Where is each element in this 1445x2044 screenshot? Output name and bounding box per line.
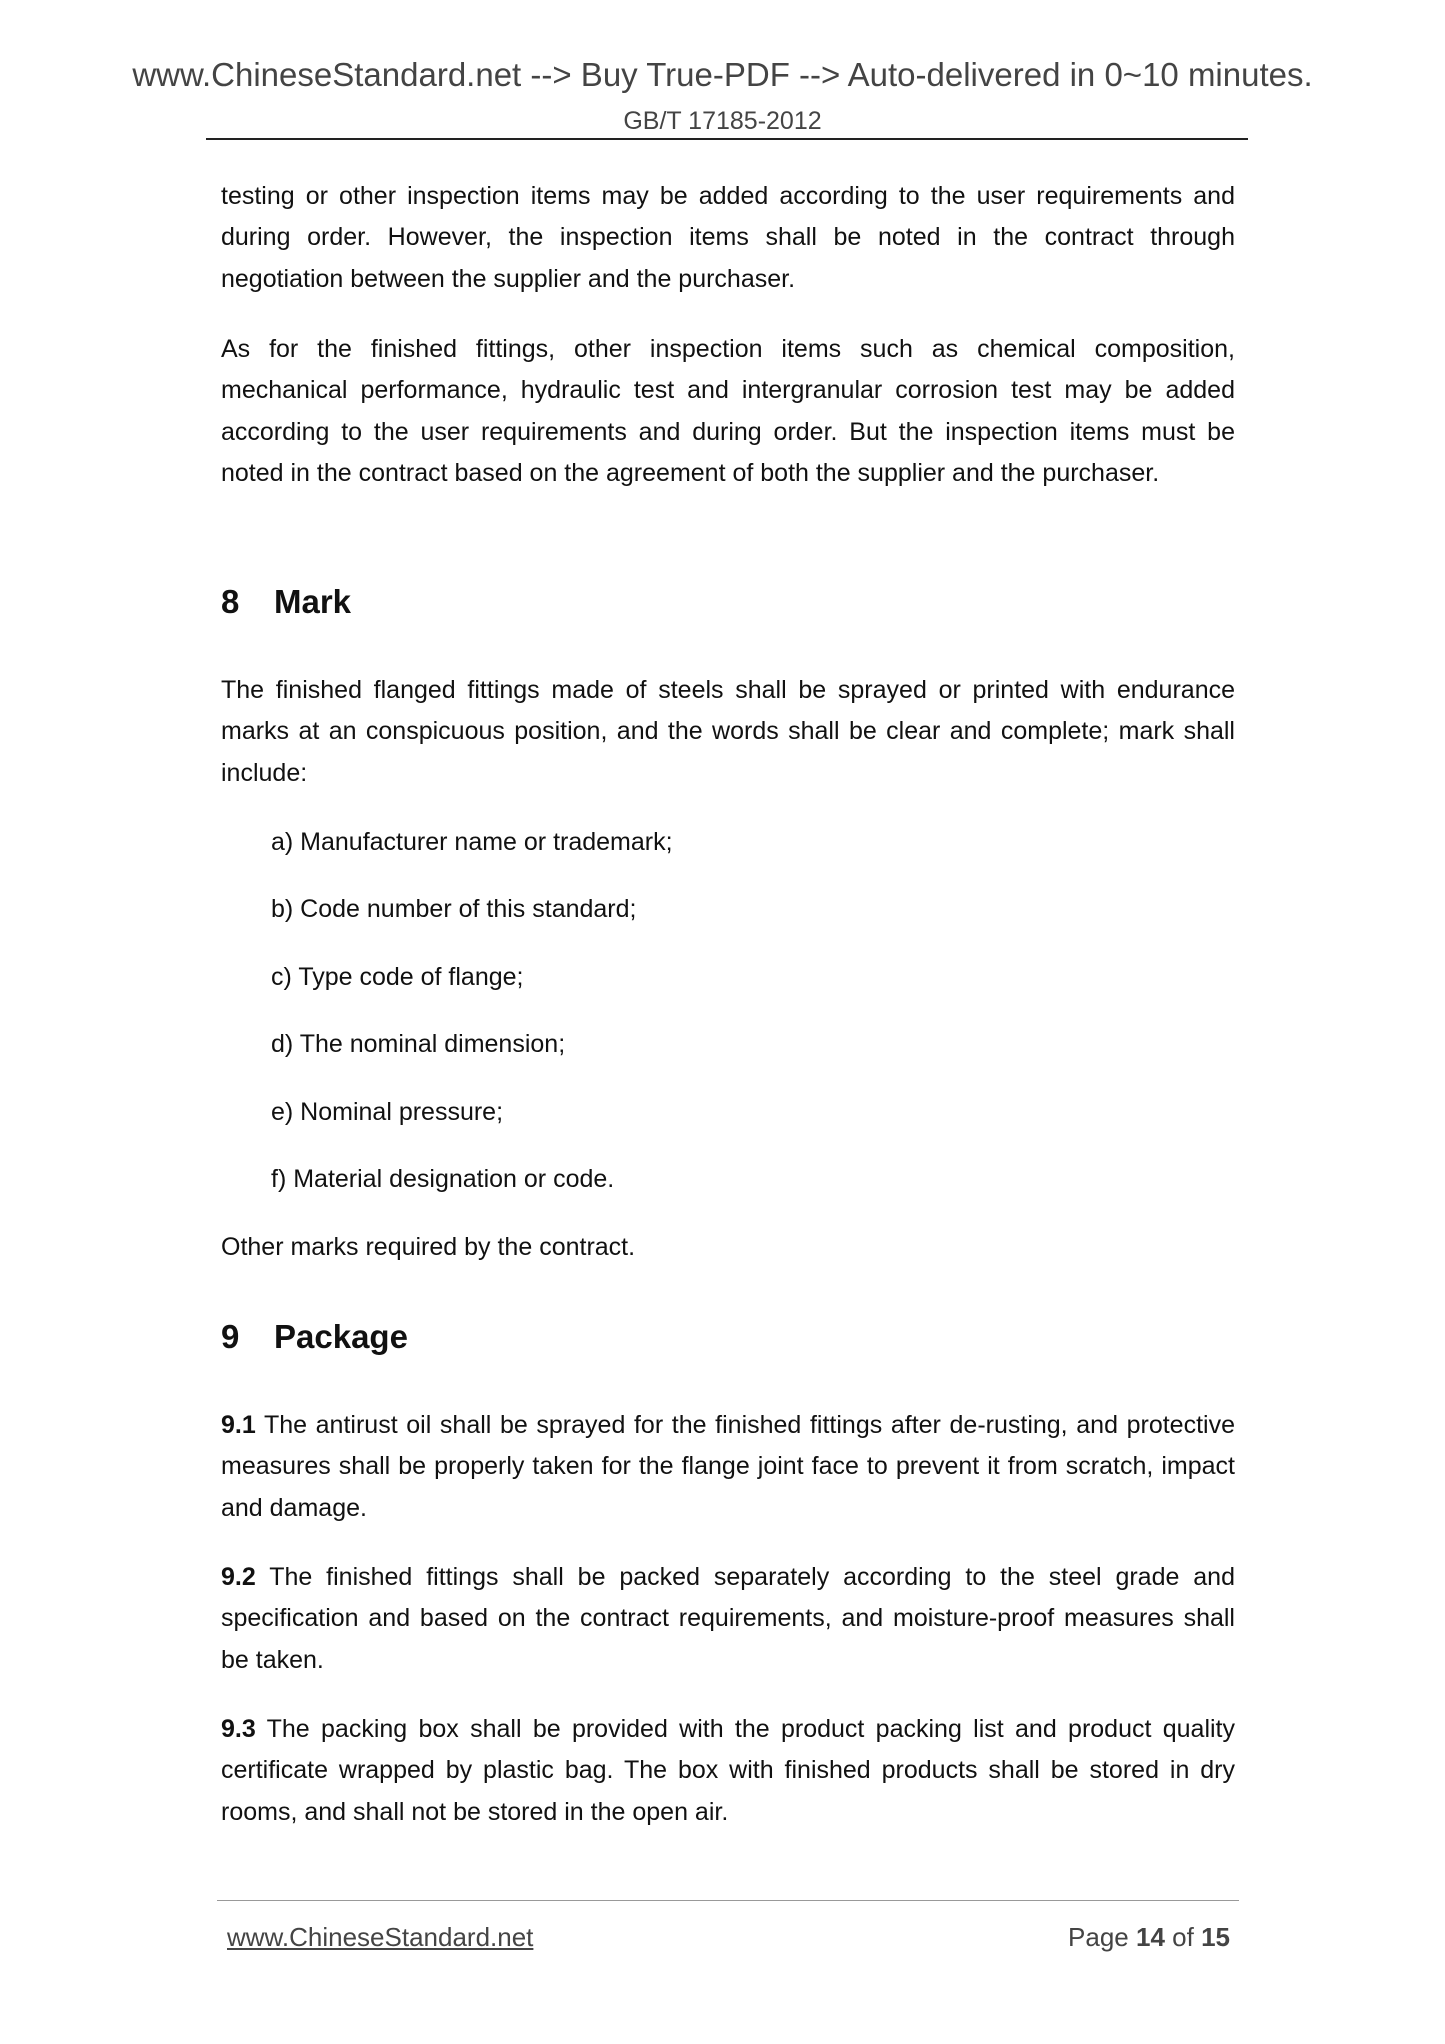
section-number: 9	[221, 1318, 240, 1355]
section-heading-8	[221, 583, 351, 621]
list-item: a) Manufacturer name or trademark;	[271, 828, 673, 856]
section-number: 8	[221, 583, 240, 620]
clause-number: 9.1	[221, 1411, 256, 1439]
paragraph: testing or other inspection items may be added according to the user requirements and during order. However, the inspection items shall be noted in the contract through negotiation between the supplier and the purchaser.	[221, 182, 1235, 293]
clause-text: The antirust oil shall be sprayed for the finished fittings after de-rusting, and protective measures shall be properly taken for the flange joint face to prevent it from scratch, impact and damage.	[221, 1411, 1235, 1522]
clause-text: The finished fittings shall be packed separately according to the steel grade and specification and based on the contract requirements, and moisture-proof measures shall be taken.	[221, 1563, 1235, 1674]
page-indicator	[1068, 1922, 1230, 1953]
clause-number: 9.2	[221, 1563, 256, 1591]
page-number: 14	[1136, 1922, 1165, 1952]
list-item: f) Material designation or code.	[271, 1165, 615, 1193]
page-label: Page	[1068, 1922, 1129, 1952]
header-divider	[206, 138, 1248, 140]
list-item: c) Type code of flange;	[271, 963, 524, 991]
footer-divider	[217, 1900, 1239, 1901]
paragraph: Other marks required by the contract.	[221, 1233, 636, 1261]
of-label: of	[1172, 1922, 1194, 1952]
header-banner: www.ChineseStandard.net --> Buy True-PDF --> Auto-delivered in 0~10 minutes.	[132, 56, 1313, 93]
list-item: e) Nominal pressure;	[271, 1098, 504, 1126]
clause-9-1	[221, 1405, 1235, 1529]
paragraph: As for the finished fittings, other inspection items such as chemical composition, mechanical performance, hydraulic test and intergranular corrosion test may be added according to the user requirements and during order. But the inspection items must be noted in the contract based on the agreement of both the supplier and the purchaser.	[221, 335, 1235, 488]
section-title: Mark	[274, 583, 352, 620]
list-item: d) The nominal dimension;	[271, 1030, 566, 1058]
clause-9-2	[221, 1557, 1235, 1681]
section-title: Package	[274, 1318, 408, 1355]
page-total: 15	[1201, 1922, 1230, 1952]
list-item: b) Code number of this standard;	[271, 895, 637, 923]
clause-text: The packing box shall be provided with the product packing list and product quality certificate wrapped by plastic bag. The box with finished products shall be stored in dry rooms, and shall not be stored in the open air.	[221, 1715, 1235, 1826]
clause-number: 9.3	[221, 1715, 256, 1743]
footer-link[interactable]: www.ChineseStandard.net	[227, 1922, 534, 1952]
paragraph: The finished flanged fittings made of steels shall be sprayed or printed with endurance marks at an conspicuous position, and the words shall be clear and complete; mark shall include:	[221, 676, 1235, 787]
standard-number: GB/T 17185-2012	[623, 107, 822, 135]
section-heading-9	[221, 1318, 408, 1356]
clause-9-3	[221, 1709, 1235, 1833]
